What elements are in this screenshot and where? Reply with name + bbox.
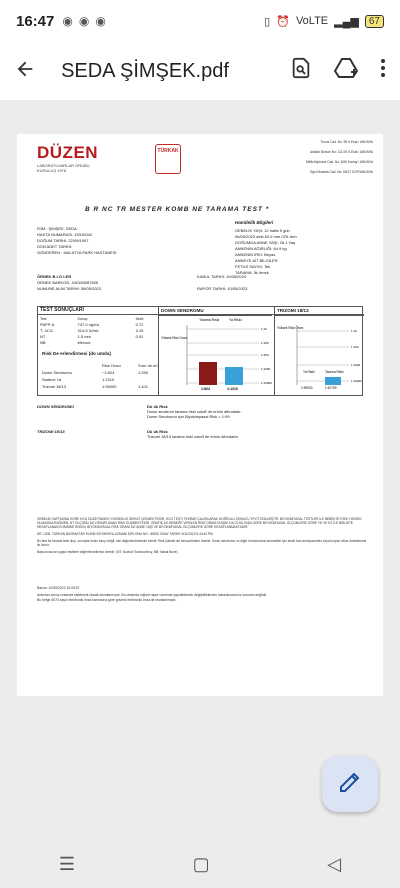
app-bar: [0, 42, 400, 100]
legend-label: Ya Riski: [229, 318, 242, 322]
vibrate-icon: ▯: [264, 15, 271, 28]
note-label: TRIZOMI 18/13: [37, 429, 65, 434]
patient-line: SON ADET TARİHİ:: [37, 244, 73, 249]
system-icons: [264, 15, 384, 28]
test-mom: 0.72: [135, 321, 144, 327]
risk-value: 1:1310: [102, 377, 115, 382]
note-block: [37, 429, 363, 439]
col-header: Test: [40, 317, 47, 321]
legend-label: Tarama Riski: [199, 318, 220, 322]
tick-label: 1:10000: [351, 379, 362, 383]
risk-row: [42, 384, 172, 389]
y-label: Yüksek Risk Oranı: [161, 336, 188, 340]
y-label: Yüksek Risk Oranı: [277, 326, 304, 330]
risk-table: [42, 363, 172, 391]
risk-row: [42, 377, 172, 382]
bar-screening-risk: [325, 377, 341, 385]
note-line: Down sendrom tarama riski cutoff de erinin altındadır.: [147, 409, 242, 414]
risk-name: Sadece Ya: [42, 377, 62, 382]
pregnancy-line: GEBELİK YAŞI: 12 hafta 5 gün: [235, 227, 290, 233]
bar-label: 1:10709: [325, 386, 337, 390]
risk-value: ~1:824: [102, 370, 115, 375]
test-name: NB: [40, 339, 46, 345]
pdf-page: [17, 134, 383, 696]
test-mom: 3.19: [135, 327, 144, 333]
status-time: 16:47: [16, 12, 55, 30]
messenger-icon: ◉: [78, 14, 90, 28]
drive-add-icon[interactable]: [334, 57, 358, 85]
patient-line: DOĞUM TARİHİ: 22/09/1997: [37, 238, 89, 243]
test-results: [37, 306, 363, 396]
tick-label: 1:250: [261, 353, 269, 357]
tri-chart-svg: [275, 315, 365, 395]
pregnancy-line: TARAMA: İlk örnek: [235, 269, 269, 275]
volte-label: VoLTE: [295, 15, 329, 27]
test-value: 1.5 mm: [77, 333, 91, 339]
tick-label: 1:10: [261, 327, 267, 331]
tick-label: 1:100: [261, 341, 269, 345]
document-footer: [37, 586, 367, 602]
chart-title: TRIZOMI 18/13: [275, 307, 364, 316]
more-vert-icon[interactable]: [380, 58, 386, 84]
address-line: Oğul Mustafa Cad. No: 66/17 GOP/ANKARA: [309, 170, 373, 174]
accept-date: KABUL TARİHİ: 10/05/2023: [197, 274, 247, 279]
test-value: 747.0 ng/mL: [77, 321, 100, 327]
fine-print: [37, 517, 367, 557]
fine-paragraph: Başvurunuzun uygun testlerle değerlendirilmesi önerilir. (NT: Nuchal Translucency, NB: Nasal Bone): [37, 550, 178, 554]
col-header: Sonuç: [77, 317, 88, 321]
search-document-icon[interactable]: [290, 57, 312, 85]
risk-value: 1:99000: [102, 384, 117, 389]
patient-line: GÖNDEREN : MALATYA PARK HASTANESİ: [37, 250, 117, 255]
fine-paragraph: DR. UZM. TÜRKAN BAYRAKTAR KLİNİK BİYOKİMYA UZMANI DİPLOMA NO : 89520 ONAY TARİHİ: 5/11/2023 5:44:44 PM: [37, 532, 213, 536]
document-title: SEDA ŞİMŞEK.pdf: [61, 59, 229, 82]
accreditation-label: TÜRKAK: [157, 148, 179, 154]
interpretation-notes: [37, 404, 363, 449]
address-line: Tunus Cad. No: 95 K.Esat / ANKARA: [320, 140, 373, 144]
pregnancy-info: [235, 220, 375, 276]
lab-subtitle: LABORATUVARLAR GRUBU: [37, 163, 90, 169]
accreditation-badge: [155, 144, 181, 174]
col-header: MoM: [135, 317, 144, 321]
test-mom: [136, 339, 156, 345]
test-mom: 0.91: [135, 333, 144, 339]
note-line: Down Sendromu için Biyokimyasal Risk = 1:99: [147, 414, 230, 419]
test-value: 314.5 IU/mL: [77, 327, 100, 333]
test-name: PAPP-A: [40, 321, 55, 327]
note-line: Trisomi 18/13 tarama riski cutoff de erinin altındadır: [147, 434, 238, 439]
fine-paragraph: GEBELİK HAFTASINA GÖRE HCG DÜZEYİNDEKİ YÜKSEKLİK DİKKAT ÇEKMEKTEDİR. HCG TESTİ TEKRAR ÇALIŞILARAK DOĞRULU SONUCU TEYİT EDİLMİŞTİR. BİYOKİMYASAL TESTLER İLE BEBEKTE RİSK YÜKSEK OLMASINA RAĞMEN, NT ÖLÇÜMÜ İLE HESAPLANAN RİSK DÜŞMEKTEDİR. GRAFİK İLE BEBEĞE VERİLEN RİSK ORANI DÜŞÜK DA OLSA YAŞA GÖRE BİYOKİMYASAL ÖLÇÜMLERE GÖRE YE VE NT İLE BİRLİKTE HESAPLANAN KOMBİNE RİSKİN, BİYOKİMYASAL RİSK ORANI İLE ANNE YAŞI VE BİYOKİMYASAL ÖLÇÜMLERE GÖRE HESAPLANMAKTADIR.: [37, 517, 362, 529]
signal-icon: ▂▄▆: [334, 15, 359, 28]
tick-label: 1:10000: [261, 381, 272, 385]
risk-name: Trizomi 18/13: [42, 384, 67, 389]
chart-title: DOWN SENDROMU: [159, 307, 272, 316]
bar-label: 1:99000: [301, 386, 313, 390]
note-label: DOWN SENDROMU: [37, 404, 75, 409]
report-date: RAPOR TARİHİ: 10/05/2023: [197, 286, 248, 291]
sample-barcode: ÖRNEK BARKOD: 440180087606: [37, 280, 99, 285]
pregnancy-heading: Hamilelik Bilgileri: [235, 220, 274, 225]
fine-paragraph: Bu test bir tarama testi olup, sonuçlar kesin tanıyı değil, risk değerlendirmesini belirtir. Risk yüksek ise tanısal testler önerilir. Down sendromu ve diğer kromozomal anomaliler için kesin tanı amniyosentez veya koryon villus örneklemesi ile konur.: [37, 539, 367, 547]
footer-line: Aranılan sonuç ortamda elektronik olarak imzalanmıştır. Bu ortamda orijinal rapor uzerinde yapılabilecek değişikliklerden laboratuvarımız sorumlu değildir.: [37, 593, 268, 598]
tick-label: 1:100: [351, 345, 359, 349]
note-block: [37, 404, 363, 419]
sample-date: NUMUNE ALIM TARİHİ: 06/05/2023: [37, 286, 101, 291]
risk-name: Down Sendromu: [42, 370, 72, 375]
lab-addresses: [263, 140, 373, 180]
risk-header: [42, 363, 172, 368]
edit-fab[interactable]: [322, 756, 378, 812]
lab-logo: [37, 142, 98, 173]
back-arrow-icon[interactable]: [14, 56, 50, 87]
address-line: Atatürk Bulvarı No: 211/19 K.Esat / ANKARA: [309, 150, 373, 154]
table-row: [40, 339, 156, 345]
risk-col: Sınır de eri: [138, 363, 158, 368]
note-head: Dü ük Risk: [147, 404, 168, 409]
lab-tagline: KURULUŞ 1978: [37, 168, 67, 174]
down-chart-svg: [159, 315, 273, 395]
legend-label: Tarama Riski: [325, 370, 344, 374]
battery-icon: 67: [365, 15, 384, 28]
sample-label: ÖRNEK B LG LER: [37, 274, 72, 279]
risk-col: Risk Oranı: [102, 363, 121, 368]
tick-label: 1:1000: [351, 363, 361, 367]
risk-cutoff: 1:101: [138, 384, 149, 389]
pregnancy-line: 06/05/2023 deki 63.0 mm CRL'den: [235, 233, 297, 239]
note-head: Dü ük Risk: [147, 429, 168, 434]
report-title: B R NC TR MESTER KOMB NE TARAMA TEST *: [85, 206, 270, 213]
bar-label: 1:824: [201, 387, 210, 391]
bar-label: 1:1310: [227, 387, 238, 391]
risk-row: [42, 370, 172, 375]
tick-label: 1:10: [351, 329, 357, 333]
pregnancy-line: ANNENİN IRKI: Beyaz: [235, 251, 276, 257]
legend-label: Ya Riski: [303, 370, 315, 374]
sample-info: [37, 274, 357, 292]
results-table: [40, 317, 156, 345]
footer-line: Basım: 10/05/2023 16:05:57: [37, 586, 80, 590]
lab-brand: DÜZEN: [37, 143, 99, 162]
risk-cutoff: 1:250: [138, 370, 149, 375]
back-icon[interactable]: ◁: [327, 853, 342, 874]
pregnancy-line: ANNEYE AİT BİLGİLER: [235, 257, 278, 263]
tick-label: 1:1000: [261, 367, 271, 371]
patient-info: [37, 226, 187, 256]
pregnancy-line: ANNENİN AĞIRLIĞI: 64.9 kg: [235, 245, 287, 251]
patient-line: HASTA NUMARASI: 15310942: [37, 232, 93, 237]
notification-icons: [62, 14, 105, 28]
contacts-icon: ◉: [95, 14, 106, 28]
bar-age-risk: [225, 367, 243, 385]
results-heading: TEST SONUÇLARI: [38, 307, 364, 315]
test-name: NT: [40, 333, 46, 339]
alarm-icon: ⏰: [276, 15, 290, 28]
test-value: Mevcut: [77, 339, 91, 345]
risk-title: Risk De erlendirmesi (do umda): [42, 351, 111, 356]
system-nav-bar: [0, 840, 400, 888]
down-syndrome-chart: [158, 307, 272, 395]
status-bar: [0, 0, 400, 42]
patient-line: İSİM : ŞİMŞEK, SEDA: [37, 226, 77, 231]
whatsapp-icon: ◉: [62, 14, 73, 28]
test-name: T- hCG: [40, 327, 53, 333]
edit-pencil-icon: [338, 770, 362, 799]
home-icon[interactable]: ▢: [192, 853, 210, 874]
recents-icon[interactable]: ☰: [58, 853, 75, 874]
pregnancy-line: DOĞUMDA ANNE YAŞI: 26.1 Yaş: [235, 239, 296, 245]
address-line: Millikütüphane Cad. No: 8/26 Kızılay / ANKARA: [306, 160, 373, 164]
footer-line: Bu belge 5070 sayılı elektronik imza kanununa göre güvenli elektronik imza ile imzalanmıştır.: [37, 597, 177, 602]
pregnancy-line: FETUS SAYISI: Tek: [235, 263, 271, 269]
bar-screening-risk: [199, 362, 217, 385]
trisomy-chart: [274, 307, 364, 395]
